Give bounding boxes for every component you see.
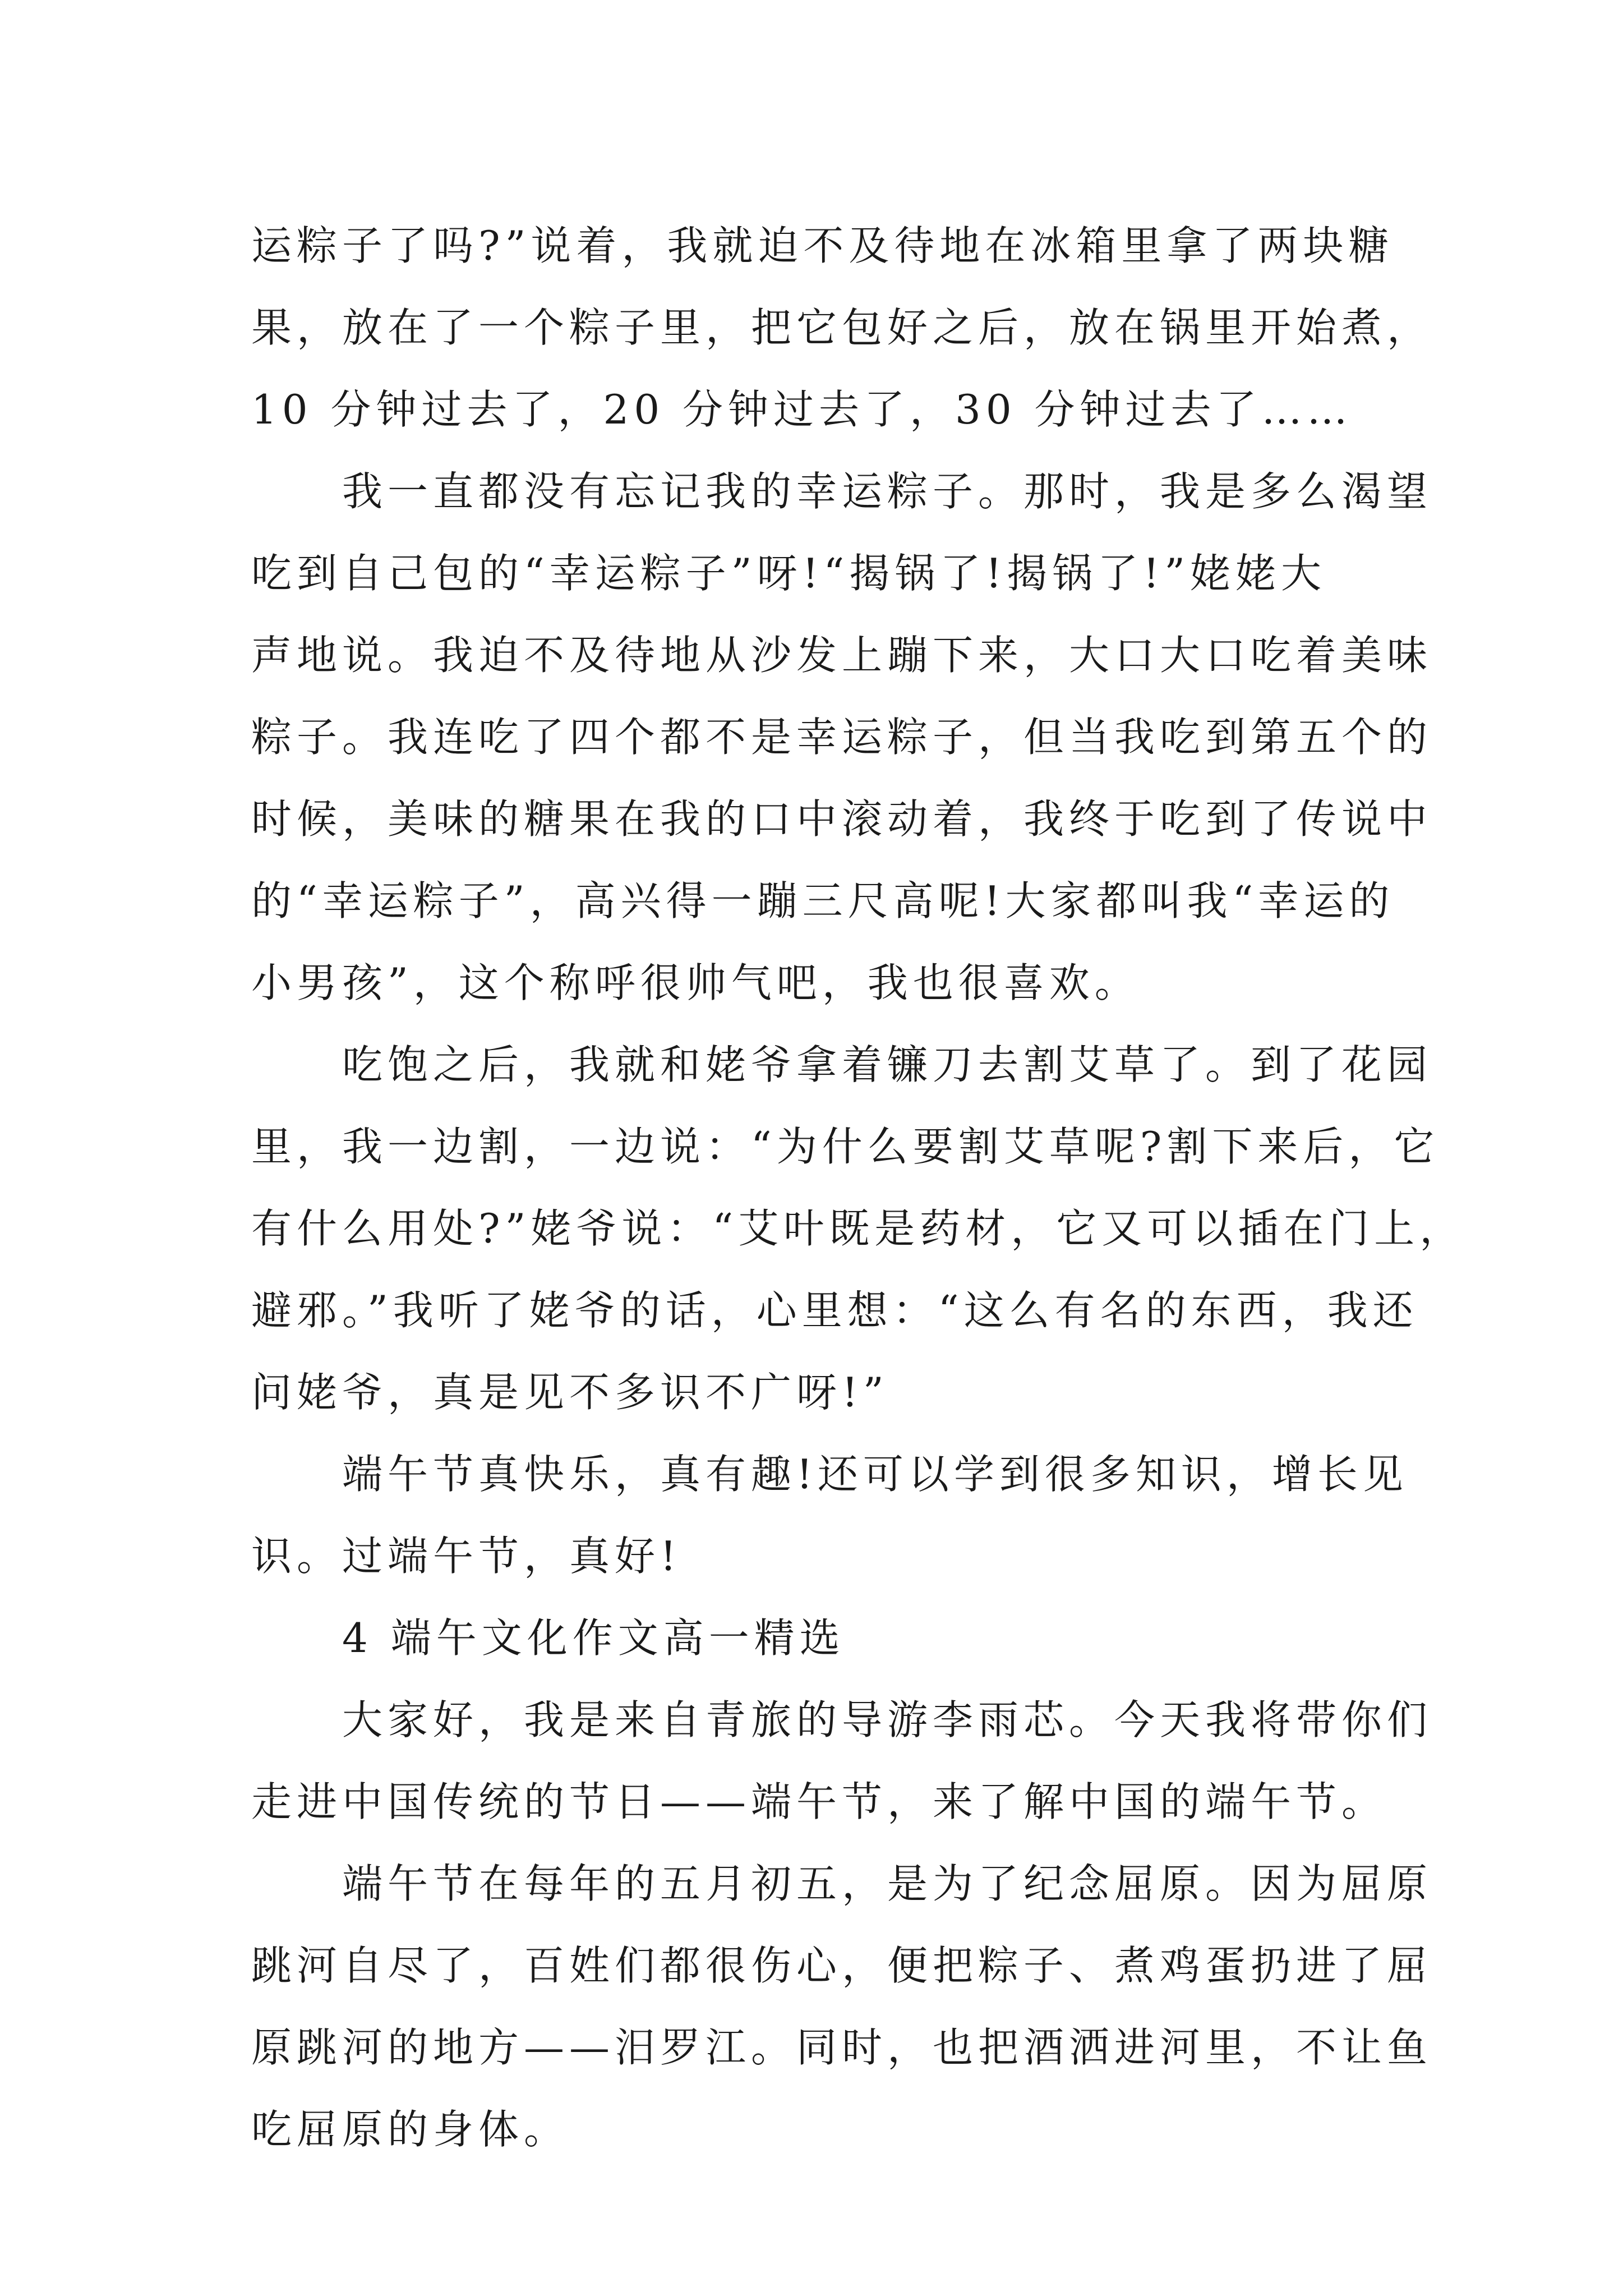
paragraph-3 <box>251 1024 1465 1433</box>
text-line: 端午节真快乐，真有趣!还可以学到很多知识，增长见 <box>342 1451 1408 1498</box>
text-line: 的“幸运粽子”，高兴得一蹦三尺高呢!大家都叫我“幸运的 <box>251 877 1395 924</box>
paragraph-4 <box>251 1433 1408 1597</box>
text-line: 粽子。我连吃了四个都不是幸运粽子，但当我吃到第五个的 <box>251 714 1433 761</box>
text-line: 端午节在每年的五月初五，是为了纪念屈原。因为屈原 <box>342 1860 1433 1907</box>
text-line: 识。过端午节，真好! <box>251 1533 681 1580</box>
text-line: 大家好，我是来自青旅的导游李雨芯。今天我将带你们 <box>342 1696 1433 1743</box>
paragraph-6 <box>251 1679 1433 1843</box>
text-line: 有什么用处?”姥爷说：“艾叶既是药材，它又可以插在门上， <box>251 1205 1465 1252</box>
article-body <box>251 205 1465 2170</box>
paragraph-2 <box>251 450 1433 1024</box>
text-line: 时候，美味的糖果在我的口中滚动着，我终于吃到了传说中 <box>251 795 1433 843</box>
text-line: 吃到自己包的“幸运粽子”呀!“揭锅了!揭锅了!”姥姥大 <box>251 550 1327 597</box>
text-line: 走进中国传统的节日——端午节，来了解中国的端午节。 <box>251 1778 1387 1825</box>
text-line: 声地说。我迫不及待地从沙发上蹦下来，大口大口吃着美味 <box>251 632 1433 679</box>
text-line: 我一直都没有忘记我的幸运粽子。那时，我是多么渴望 <box>342 468 1433 515</box>
paragraph-1 <box>251 205 1433 450</box>
text-line: 吃饱之后，我就和姥爷拿着镰刀去割艾草了。到了花园 <box>342 1041 1433 1088</box>
text-line: 里，我一边割，一边说：“为什么要割艾草呢?割下来后，它 <box>251 1123 1440 1170</box>
text-line: 小男孩”，这个称呼很帅气吧，我也很喜欢。 <box>251 959 1140 1006</box>
text-line: 问姥爷，真是见不多识不广呀!” <box>251 1369 889 1416</box>
text-line: 10 分钟过去了，20 分钟过去了，30 分钟过去了…… <box>251 386 1353 433</box>
text-line: 运粽子了吗?”说着，我就迫不及待地在冰箱里拿了两块糖 <box>251 222 1394 269</box>
paragraph-7 <box>251 1843 1433 2170</box>
text-line: 原跳河的地方——汨罗江。同时，也把酒洒进河里，不让鱼 <box>251 2024 1433 2071</box>
section-heading <box>251 1597 1390 1679</box>
section-heading-text: 4 端午文化作文高一精选 <box>342 1614 845 1662</box>
text-line: 果，放在了一个粽子里，把它包好之后，放在锅里开始煮， <box>251 304 1433 351</box>
text-line: 跳河自尽了，百姓们都很伤心，便把粽子、煮鸡蛋扔进了屈 <box>251 1942 1433 1989</box>
text-line: 吃屈原的身体。 <box>251 2106 570 2153</box>
text-line: 避邪。”我听了姥爷的话，心里想：“这么有名的东西，我还 <box>251 1287 1418 1334</box>
